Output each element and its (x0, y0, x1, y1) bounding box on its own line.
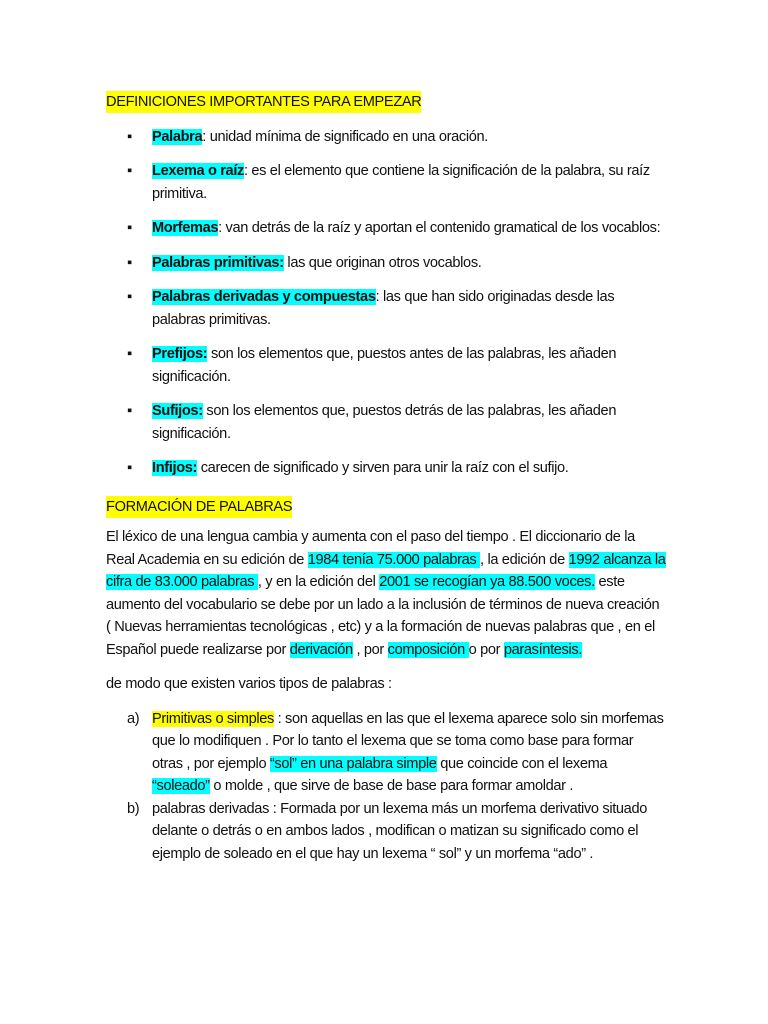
bullet-icon: ▪ (127, 128, 132, 145)
paragraph-text: , la edición de (480, 551, 569, 568)
paragraph-lexico (106, 526, 666, 661)
definition-item-morfemas (106, 217, 666, 240)
definition-item-primitivas (106, 252, 666, 275)
bullet-icon: ▪ (127, 254, 132, 271)
types-list (106, 708, 666, 866)
list-marker: a) (127, 710, 140, 727)
definition-term: Palabras derivadas y compuestas (152, 289, 376, 305)
definition-text: carecen de significado y sirven para unir la raíz con el sufijo. (197, 460, 569, 476)
definition-text: : es el elemento que contiene la significación de la palabra, su raíz primitiva. (152, 163, 650, 202)
bullet-icon: ▪ (127, 403, 132, 419)
type-text: : son aquellas en las que el lexema aparece solo sin morfemas que lo modifiquen . Por lo tanto el lexema que se toma como base para formar otras , por ejemplo (152, 710, 664, 772)
highlight-primitivas: Primitivas o simples (152, 710, 274, 727)
highlight-composicion: composición (387, 641, 469, 658)
definition-term: Palabra (152, 128, 203, 145)
paragraph-text: , y en la edición del (257, 574, 380, 590)
type-text: o molde , que sirve de base de base para formar amoldar . (209, 778, 574, 794)
definitions-list (106, 126, 666, 480)
definition-item-prefijos (106, 343, 666, 388)
definition-text: son los elementos que, puestos antes de las palabras, les añaden significación. (152, 346, 617, 385)
definition-text: las que originan otros vocablos. (283, 254, 482, 271)
paragraph-tipos-intro: de modo que existen varios tipos de palabras : (106, 676, 392, 692)
list-marker: b) (127, 800, 140, 817)
paragraph-text: , por (352, 641, 388, 658)
bullet-icon: ▪ (127, 346, 132, 362)
paragraph-text: El léxico de una lengua cambia y aumenta con el paso del tiempo . El diccionario de la Real Academia en su edición de (106, 529, 635, 568)
definition-term: Infijos: (152, 460, 198, 476)
highlight-sol: “sol” en una palabra simple (269, 755, 437, 772)
section-title-formacion: FORMACIÓN DE PALABRAS (106, 496, 292, 519)
definition-text: : unidad mínima de significado en una oración. (202, 128, 488, 145)
type-item-primitivas (106, 708, 666, 798)
definition-term: Prefijos: (152, 346, 208, 362)
highlight-1992: 1992 alcanza la cifra de 83.000 palabras (106, 551, 666, 590)
definition-item-derivadas (106, 286, 666, 331)
bullet-icon: ▪ (127, 220, 132, 236)
bullet-icon: ▪ (127, 289, 132, 305)
definition-text: : las que han sido originadas desde las palabras primitivas. (152, 289, 615, 328)
highlight-soleado: “soleado” (152, 778, 210, 794)
bullet-icon: ▪ (127, 163, 132, 179)
definition-item-sufijos (106, 400, 666, 445)
definition-text: son los elementos que, puestos detrás de las palabras, les añaden significación. (152, 403, 617, 442)
highlight-derivacion: derivación (289, 641, 353, 658)
paragraph-text: este aumento del vocabulario se debe por un lado a la inclusión de términos de nueva creación ( Nuevas herramientas tecnológicas , etc) y a la formación de nuevas palabras que , en el Español puede realizarse por (106, 574, 660, 658)
main-heading: DEFINICIONES IMPORTANTES PARA EMPEZAR (106, 91, 421, 113)
definition-item-infijos (106, 457, 666, 480)
definition-text: : van detrás de la raíz y aportan el contenido gramatical de los vocablos: (218, 220, 661, 236)
type-item-derivadas (106, 798, 666, 866)
definition-term: Morfemas (152, 220, 219, 236)
definition-term: Sufijos: (152, 403, 203, 419)
definition-term: Lexema o raíz (152, 163, 244, 179)
type-text: que coincide con el lexema (436, 755, 608, 772)
definition-item-palabra (106, 126, 666, 149)
definition-term: Palabras primitivas: (152, 254, 284, 271)
paragraph-text: o por (468, 641, 504, 658)
highlight-2001: 2001 se recogían ya 88.500 voces. (379, 574, 595, 590)
definition-item-lexema (106, 160, 666, 205)
type-text: palabras derivadas : Formada por un lexema más un morfema derivativo situado delante o detrás o en ambos lados , modifican o matizan su significado como el ejemplo de soleado en el que hay un lexema “ sol” y un morfema “ado” . (152, 800, 647, 862)
highlight-parasintesis: parasíntesis. (503, 641, 583, 658)
document-body (106, 91, 666, 865)
highlight-1984: 1984 tenía 75.000 palabras (307, 551, 481, 568)
bullet-icon: ▪ (127, 460, 132, 476)
